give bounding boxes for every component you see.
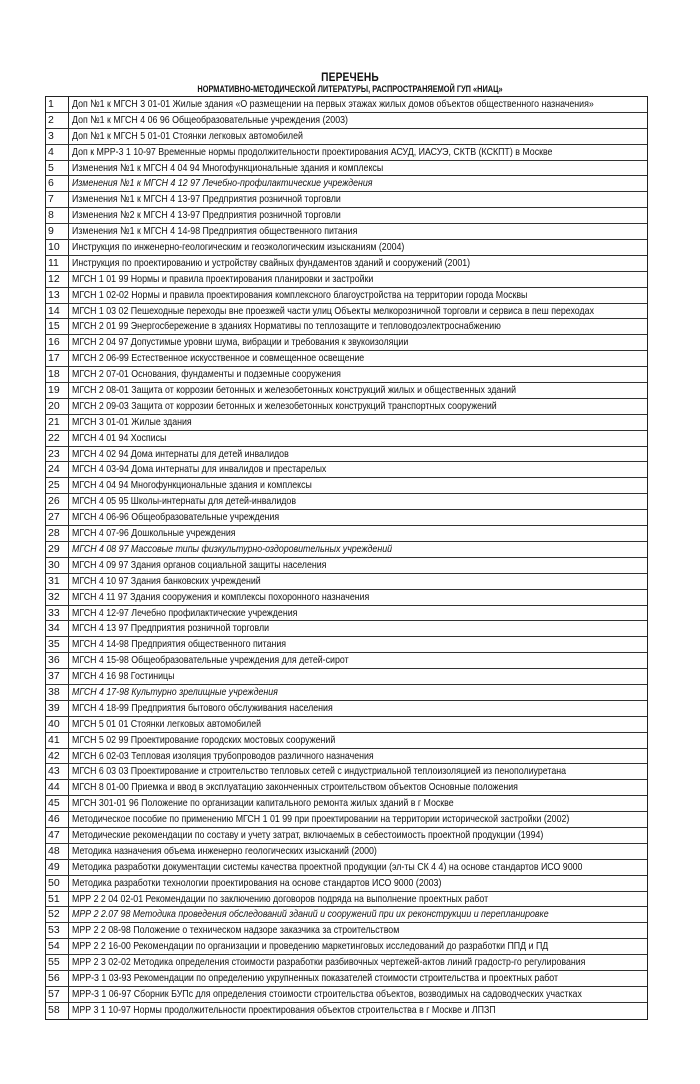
row-number: 31 bbox=[46, 574, 69, 589]
row-title: МГСН 6 02-03 Тепловая изоляция трубопроводов различного назначения bbox=[72, 749, 374, 762]
row-title-cell bbox=[69, 97, 693, 112]
row-title: МГСН 301-01 96 Положение по организации капитального ремонта жилых зданий в г Москве bbox=[72, 797, 454, 810]
row-title: МГСН 4 03-94 Дома интернаты для инвалидов и престарелых bbox=[72, 463, 327, 476]
row-number: 36 bbox=[46, 653, 69, 668]
table-row bbox=[46, 224, 647, 240]
row-number: 50 bbox=[46, 876, 69, 891]
table-row bbox=[46, 462, 647, 478]
row-title: МГСН 2 09-03 Защита от коррозии бетонных и железобетонных конструкций транспортных сооружений bbox=[72, 399, 497, 412]
row-number: 4 bbox=[46, 145, 69, 160]
table-row bbox=[46, 590, 647, 606]
row-title-cell bbox=[69, 526, 647, 541]
row-title: МГСН 6 03 03 Проектирование и строительство тепловых сетей с индустриальной теплоизоляцией из пенополиуретана bbox=[72, 765, 567, 778]
row-title: МГСН 4 13 97 Предприятия розничной торговли bbox=[72, 622, 270, 635]
row-number: 10 bbox=[46, 240, 69, 255]
row-title: МГСН 4 14-98 Предприятия общественного питания bbox=[72, 638, 287, 651]
row-number: 41 bbox=[46, 733, 69, 748]
row-number: 30 bbox=[46, 558, 69, 573]
row-title: МГСН 4 08 97 Массовые типы физкультурно-оздоровительных учреждений bbox=[72, 542, 393, 555]
row-number: 27 bbox=[46, 510, 69, 525]
row-title-cell bbox=[69, 796, 647, 811]
row-number: 39 bbox=[46, 701, 69, 716]
table-row bbox=[46, 701, 647, 717]
table-row bbox=[46, 494, 647, 510]
table-row bbox=[46, 240, 647, 256]
row-number: 53 bbox=[46, 923, 69, 938]
row-number: 34 bbox=[46, 621, 69, 636]
row-title-cell bbox=[69, 860, 680, 875]
row-number: 38 bbox=[46, 685, 69, 700]
row-title: Изменения №1 к МГСН 4 04 94 Многофункциональные здания и комплексы bbox=[72, 161, 384, 174]
row-number: 44 bbox=[46, 780, 69, 795]
row-number: 5 bbox=[46, 161, 69, 176]
row-title: Доп к МРР-3 1 10-97 Временные нормы продолжительности проектирования АСУД, ИАСУЭ, СКТВ (КСКПТ) в Москве bbox=[72, 145, 553, 158]
row-number: 19 bbox=[46, 383, 69, 398]
row-title-cell bbox=[69, 606, 647, 621]
row-title: МГСН 4 02 94 Дома интернаты для детей инвалидов bbox=[72, 447, 289, 460]
row-number: 55 bbox=[46, 955, 69, 970]
table-row bbox=[46, 145, 647, 161]
row-number: 58 bbox=[46, 1003, 69, 1019]
row-title: МГСН 4 01 94 Хосписы bbox=[72, 431, 167, 444]
table-row bbox=[46, 987, 647, 1003]
row-title-cell bbox=[69, 415, 647, 430]
row-title: Изменения №2 к МГСН 4 13-97 Предприятия розничной торговли bbox=[72, 209, 341, 222]
row-title: МРР 2 2.07 98 Методика проведения обследований зданий и сооружений при их реконструкции и перепланировке bbox=[72, 908, 549, 921]
row-number: 16 bbox=[46, 335, 69, 350]
row-title: МГСН 4 04 94 Многофункциональные здания и комплексы bbox=[72, 479, 312, 492]
row-title: МРР 3 1 10-97 Нормы продолжительности проектирования объектов строительства в г Москве и ЛПЗП bbox=[72, 1003, 496, 1016]
row-title: МРР 2 3 02-02 Методика определения стоимости разработки разбивочных чертежей-актов линий градостр-го регулирования bbox=[72, 956, 586, 969]
row-title: МГСН 4 15-98 Общеобразовательные учреждения для детей-сирот bbox=[72, 654, 349, 667]
table-row bbox=[46, 621, 647, 637]
row-title-cell bbox=[69, 478, 647, 493]
row-title: МРР-3 1 06-97 Сборник БУПс для определения стоимости строительства объектов, возводимых на садоводческих участках bbox=[72, 987, 582, 1000]
row-number: 45 bbox=[46, 796, 69, 811]
table-row bbox=[46, 733, 647, 749]
table-row bbox=[46, 764, 647, 780]
table-row bbox=[46, 796, 647, 812]
table-row bbox=[46, 637, 647, 653]
table-row bbox=[46, 685, 647, 701]
row-title: МГСН 1 02-02 Нормы и правила проектирования комплексного благоустройства на территории города Москвы bbox=[72, 288, 528, 301]
row-title-cell bbox=[69, 542, 647, 557]
row-title: Изменения №1 к МГСН 4 14-98 Предприятия общественного питания bbox=[72, 225, 358, 238]
row-number: 35 bbox=[46, 637, 69, 652]
table-row bbox=[46, 129, 647, 145]
table-row bbox=[46, 431, 647, 447]
row-number: 29 bbox=[46, 542, 69, 557]
row-number: 18 bbox=[46, 367, 69, 382]
row-title: Изменения №1 к МГСН 4 12 97 Лечебно-профилактические учреждения bbox=[72, 177, 373, 190]
row-title: МГСН 4 16 98 Гостиницы bbox=[72, 670, 175, 683]
row-number: 47 bbox=[46, 828, 69, 843]
table-row bbox=[46, 780, 647, 796]
row-title-cell bbox=[69, 113, 647, 128]
row-title-cell bbox=[69, 780, 647, 795]
row-number: 1 bbox=[46, 97, 69, 112]
row-title: Методика разработки технологии проектирования на основе стандартов ИСО 9000 (2003) bbox=[72, 876, 442, 889]
table-row bbox=[46, 304, 647, 320]
row-title: МГСН 5 02 99 Проектирование городских мостовых сооружений bbox=[72, 733, 336, 746]
row-title: Доп №1 к МГСН 4 06 96 Общеобразовательные учреждения (2003) bbox=[72, 113, 348, 126]
table-row bbox=[46, 176, 647, 192]
row-title: Методическое пособие по применению МГСН 1 01 99 при проектировании на территории исторической застройки (2002) bbox=[72, 813, 570, 826]
row-number: 2 bbox=[46, 113, 69, 128]
row-title-cell bbox=[69, 637, 647, 652]
row-number: 20 bbox=[46, 399, 69, 414]
row-title: МГСН 4 12-97 Лечебно профилактические учреждения bbox=[72, 606, 298, 619]
row-title-cell bbox=[69, 653, 647, 668]
row-title-cell bbox=[69, 907, 647, 922]
table-row bbox=[46, 812, 647, 828]
row-title-cell bbox=[69, 1003, 647, 1019]
row-number: 46 bbox=[46, 812, 69, 827]
row-title-cell bbox=[69, 828, 647, 843]
row-title-cell bbox=[69, 892, 647, 907]
row-title-cell bbox=[69, 939, 647, 954]
row-title-cell bbox=[69, 304, 693, 319]
row-title-cell bbox=[69, 367, 647, 382]
table-row bbox=[46, 653, 647, 669]
row-number: 22 bbox=[46, 431, 69, 446]
row-title-cell bbox=[69, 208, 647, 223]
row-title-cell bbox=[69, 876, 647, 891]
table-row bbox=[46, 319, 647, 335]
row-title-cell bbox=[69, 701, 647, 716]
page-subtitle: НОРМАТИВНО-МЕТОДИЧЕСКОЙ ЛИТЕРАТУРЫ, РАСПРОСТРАНЯЕМОЙ ГУП «НИАЦ» bbox=[197, 84, 503, 94]
row-title: Доп №1 к МГСН 3 01-01 Жилые здания «О размещении на первых этажах жилых домов объектов общественного назначения» bbox=[72, 98, 594, 110]
row-title: МГСН 2 01 99 Энергосбережение в зданиях Нормативы по теплозащите и тепловодоэлектроснабжению bbox=[72, 320, 501, 333]
row-title: Методика назначения объема инженерно геологических изысканий (2000) bbox=[72, 844, 377, 857]
row-title: Изменения №1 к МГСН 4 13-97 Предприятия розничной торговли bbox=[72, 193, 341, 206]
row-title: Инструкция по проектированию и устройству свайных фундаментов зданий и сооружений (2001) bbox=[72, 256, 471, 269]
row-number: 17 bbox=[46, 351, 69, 366]
row-number: 24 bbox=[46, 462, 69, 477]
table-row bbox=[46, 367, 647, 383]
row-title: МГСН 1 01 99 Нормы и правила проектирования планировки и застройки bbox=[72, 272, 374, 285]
row-number: 43 bbox=[46, 764, 69, 779]
row-title: МГСН 2 07-01 Основания, фундаменты и подземные сооружения bbox=[72, 368, 341, 381]
row-number: 3 bbox=[46, 129, 69, 144]
row-number: 52 bbox=[46, 907, 69, 922]
row-title-cell bbox=[69, 192, 647, 207]
table-row bbox=[46, 923, 647, 939]
row-number: 6 bbox=[46, 176, 69, 191]
row-number: 21 bbox=[46, 415, 69, 430]
row-title-cell bbox=[69, 987, 679, 1002]
table-row bbox=[46, 606, 647, 622]
row-title: МГСН 8 01-00 Приемка и ввод в эксплуатацию законченных строительством объектов Основные положения bbox=[72, 781, 518, 794]
row-title: Методика разработки документации системы качества проектной продукции (эл-ты СК 4 4) на основе стандартов ИСО 9000 bbox=[72, 860, 583, 873]
table-row bbox=[46, 415, 647, 431]
row-number: 57 bbox=[46, 987, 69, 1002]
row-title: МГСН 4 05 95 Школы-интернаты для детей-инвалидов bbox=[72, 495, 297, 508]
row-number: 7 bbox=[46, 192, 69, 207]
row-number: 13 bbox=[46, 288, 69, 303]
table-row bbox=[46, 335, 647, 351]
row-number: 42 bbox=[46, 749, 69, 764]
row-title: МРР 2 2 04 02-01 Рекомендации по заключению договоров подряда на выполнение проектных работ bbox=[72, 892, 489, 905]
table-row bbox=[46, 955, 647, 971]
row-title-cell bbox=[69, 510, 647, 525]
table-row bbox=[46, 510, 647, 526]
row-title-cell bbox=[69, 129, 647, 144]
row-title-cell bbox=[69, 685, 647, 700]
table-row bbox=[46, 828, 647, 844]
row-title: МГСН 4 18-99 Предприятия бытового обслуживания населения bbox=[72, 701, 333, 714]
row-title: МРР-3 1 03-93 Рекомендации по определению укрупненных показателей стоимости строительства и проектных работ bbox=[72, 971, 559, 984]
row-title: МГСН 5 01 01 Стоянки легковых автомобилей bbox=[72, 717, 262, 730]
row-title-cell bbox=[69, 447, 647, 462]
table-row bbox=[46, 717, 647, 733]
table-row bbox=[46, 971, 647, 987]
row-title-cell bbox=[69, 272, 647, 287]
row-title: Методические рекомендации по составу и учету затрат, включаемых в себестоимость проектной продукции (1994) bbox=[72, 828, 544, 841]
table-row bbox=[46, 844, 647, 860]
table-row bbox=[46, 574, 647, 590]
table-row bbox=[46, 478, 647, 494]
row-title-cell bbox=[69, 558, 647, 573]
row-number: 54 bbox=[46, 939, 69, 954]
row-title-cell bbox=[69, 335, 647, 350]
row-title-cell bbox=[69, 176, 647, 191]
row-title: МГСН 2 08-01 Защита от коррозии бетонных и железобетонных конструкций жилых и общественных зданий bbox=[72, 384, 517, 397]
row-title-cell bbox=[69, 319, 647, 334]
table-row bbox=[46, 192, 647, 208]
row-title-cell bbox=[69, 971, 651, 986]
row-title-cell bbox=[69, 955, 683, 970]
table-row bbox=[46, 526, 647, 542]
row-number: 15 bbox=[46, 319, 69, 334]
row-title-cell bbox=[69, 574, 647, 589]
table-row bbox=[46, 939, 647, 955]
row-title-cell bbox=[69, 351, 647, 366]
row-title: МГСН 4 11 97 Здания сооружения и комплексы похоронного назначения bbox=[72, 590, 370, 603]
row-title: МГСН 2 04 97 Допустимые уровни шума, вибрации и требования к звукоизоляции bbox=[72, 336, 409, 349]
row-title-cell bbox=[69, 494, 647, 509]
row-title-cell bbox=[69, 749, 647, 764]
row-number: 40 bbox=[46, 717, 69, 732]
table-row bbox=[46, 860, 647, 876]
table-row bbox=[46, 288, 647, 304]
row-title: МГСН 2 06-99 Естественное искусственное и совмещенное освещение bbox=[72, 352, 365, 365]
row-title-cell bbox=[69, 224, 647, 239]
row-number: 25 bbox=[46, 478, 69, 493]
page-title: ПЕРЕЧЕНЬ bbox=[321, 70, 379, 84]
table-row bbox=[46, 1003, 647, 1019]
row-number: 14 bbox=[46, 304, 69, 319]
row-title: МГСН 1 03 02 Пешеходные переходы вне проезжей части улиц Объекты мелкорозничной торговли и сервиса в пеш переходах bbox=[72, 304, 594, 317]
row-title-cell bbox=[69, 145, 647, 160]
table-row bbox=[46, 447, 647, 463]
table-row bbox=[46, 399, 647, 415]
table-row bbox=[46, 669, 647, 685]
row-title-cell bbox=[69, 240, 647, 255]
row-title: Доп №1 к МГСН 5 01-01 Стоянки легковых автомобилей bbox=[72, 129, 303, 142]
row-title: МРР 2 2 16-00 Рекомендации по организации и проведению маркетинговых исследований до разработки ППД и ПД bbox=[72, 940, 549, 953]
literature-table bbox=[45, 96, 648, 1020]
row-number: 23 bbox=[46, 447, 69, 462]
table-row bbox=[46, 907, 647, 923]
row-number: 8 bbox=[46, 208, 69, 223]
row-number: 49 bbox=[46, 860, 69, 875]
row-number: 28 bbox=[46, 526, 69, 541]
row-title: МГСН 4 07-96 Дошкольные учреждения bbox=[72, 527, 236, 540]
row-number: 37 bbox=[46, 669, 69, 684]
row-number: 12 bbox=[46, 272, 69, 287]
row-title-cell bbox=[69, 462, 647, 477]
row-title-cell bbox=[69, 812, 664, 827]
row-title-cell bbox=[69, 669, 647, 684]
table-row bbox=[46, 558, 647, 574]
table-row bbox=[46, 892, 647, 908]
table-row bbox=[46, 113, 647, 129]
row-number: 26 bbox=[46, 494, 69, 509]
row-number: 11 bbox=[46, 256, 69, 271]
row-title-cell bbox=[69, 844, 647, 859]
table-row bbox=[46, 749, 647, 765]
table-row bbox=[46, 256, 647, 272]
row-title-cell bbox=[69, 256, 647, 271]
row-title-cell bbox=[69, 733, 647, 748]
row-number: 48 bbox=[46, 844, 69, 859]
row-title: МГСН 3 01-01 Жилые здания bbox=[72, 415, 192, 428]
row-title-cell bbox=[69, 764, 660, 779]
row-title: МГСН 4 17-98 Культурно зрелищные учреждения bbox=[72, 685, 278, 698]
row-title-cell bbox=[69, 621, 647, 636]
row-title-cell bbox=[69, 431, 647, 446]
table-row bbox=[46, 161, 647, 177]
row-number: 33 bbox=[46, 606, 69, 621]
table-row bbox=[46, 351, 647, 367]
row-number: 51 bbox=[46, 892, 69, 907]
row-title-cell bbox=[69, 590, 647, 605]
row-title: МГСН 4 10 97 Здания банковских учреждений bbox=[72, 574, 261, 587]
table-row bbox=[46, 272, 647, 288]
table-row bbox=[46, 97, 647, 113]
table-row bbox=[46, 542, 647, 558]
table-row bbox=[46, 208, 647, 224]
row-title-cell bbox=[69, 383, 647, 398]
table-row bbox=[46, 383, 647, 399]
row-title-cell bbox=[69, 288, 647, 303]
row-title: Инструкция по инженерно-геологическим и геоэкологическим изысканиям (2004) bbox=[72, 241, 405, 254]
row-title: МРР 2 2 08-98 Положение о техническом надзоре заказчика за строительством bbox=[72, 924, 400, 937]
row-number: 32 bbox=[46, 590, 69, 605]
row-title: МГСН 4 09 97 Здания органов социальной защиты населения bbox=[72, 558, 327, 571]
row-title-cell bbox=[69, 923, 647, 938]
row-title-cell bbox=[69, 399, 647, 414]
row-number: 56 bbox=[46, 971, 69, 986]
row-title-cell bbox=[69, 161, 647, 176]
row-title-cell bbox=[69, 717, 647, 732]
row-title: МГСН 4 06-96 Общеобразовательные учреждения bbox=[72, 511, 280, 524]
table-row bbox=[46, 876, 647, 892]
row-number: 9 bbox=[46, 224, 69, 239]
